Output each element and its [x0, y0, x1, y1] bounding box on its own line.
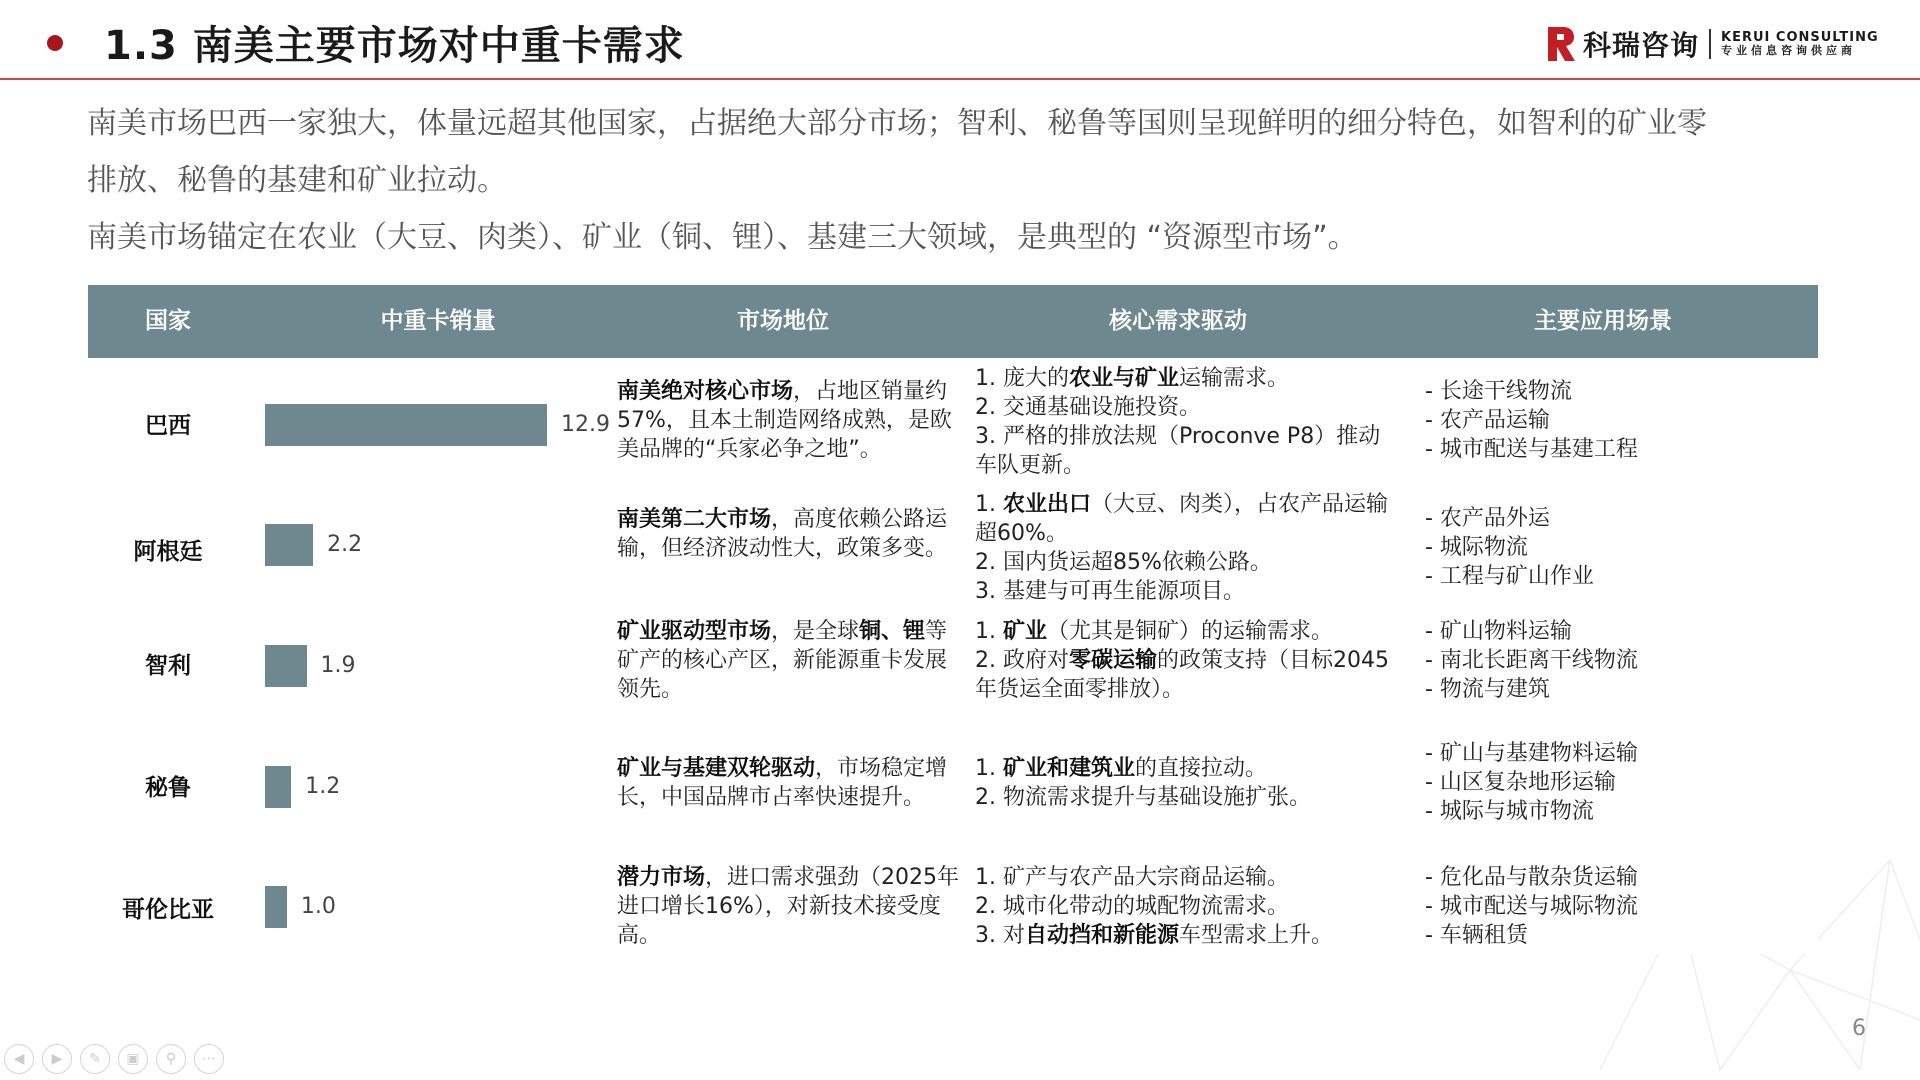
country-colombia: 哥伦比亚	[122, 897, 214, 923]
scenario-item: - 长途干线物流	[1425, 379, 1572, 404]
logo-en-line2: 专业信息咨询供应商	[1721, 44, 1857, 57]
sales-value-argentina: 2.2	[327, 532, 363, 557]
zoom-icon[interactable]: ⚲	[156, 1044, 186, 1074]
position-highlight: 矿业与基建双轮驱动	[617, 756, 816, 781]
scenarios-colombia	[1425, 863, 1785, 950]
more-options-icon[interactable]: ⋯	[194, 1044, 224, 1074]
presentation-controls	[4, 1044, 224, 1074]
sales-value-chile: 1.9	[320, 653, 356, 678]
drivers-colombia	[975, 863, 1395, 950]
drivers-argentina	[975, 490, 1395, 606]
country-brazil: 巴西	[145, 413, 191, 439]
position-highlight-2: 铜、锂	[859, 619, 926, 644]
slides-overview-icon[interactable]: ▣	[118, 1044, 148, 1074]
sales-bar-argentina	[265, 524, 313, 566]
sales-bar-colombia	[265, 886, 287, 928]
position-text: ，占地区销量约57%，且本土制造网络成熟，是欧美品牌的“兵家必争之地”。	[617, 379, 952, 462]
header-application-scenarios: 主要应用场景	[1534, 308, 1672, 334]
scenario-item: - 城际物流	[1425, 535, 1528, 560]
scenario-item: - 矿山与基建物料运输	[1425, 741, 1638, 766]
position-highlight: 矿业驱动型市场	[617, 619, 772, 644]
position-text: ，进口需求强劲（2025年进口增长16%），对新技术接受度高。	[617, 865, 960, 948]
drivers-brazil	[975, 364, 1395, 480]
logo-en-line1: KERUI CONSULTING	[1721, 30, 1879, 45]
scenario-item: - 工程与矿山作业	[1425, 564, 1594, 589]
driver-item: 1. 庞大的农业与矿业运输需求。	[975, 366, 1290, 391]
sales-bar-chile	[265, 645, 307, 687]
scenarios-brazil	[1425, 377, 1785, 464]
position-chile	[617, 617, 962, 704]
position-peru	[617, 754, 962, 812]
position-highlight: 南美绝对核心市场	[617, 379, 794, 404]
next-slide-icon[interactable]: ▶	[42, 1044, 72, 1074]
position-text: ，市场稳定增长，中国品牌市占率快速提升。	[617, 756, 948, 810]
drivers-peru	[975, 754, 1395, 812]
position-colombia	[617, 863, 962, 950]
scenario-item: - 山区复杂地形运输	[1425, 770, 1616, 795]
sales-value-peru: 1.2	[305, 774, 341, 799]
scenario-item: - 矿山物料运输	[1425, 619, 1572, 644]
scenarios-argentina	[1425, 504, 1785, 591]
scenario-item: - 危化品与散杂货运输	[1425, 865, 1638, 890]
sales-value-brazil: 12.9	[561, 412, 610, 437]
driver-item: 2. 交通基础设施投资。	[975, 395, 1201, 420]
driver-item: 1. 矿业（尤其是铜矿）的运输需求。	[975, 619, 1334, 644]
position-text: ，高度依赖公路运输，但经济波动性大，政策多变。	[617, 507, 948, 561]
scenario-item: - 城际与城市物流	[1425, 799, 1594, 824]
position-argentina	[617, 505, 962, 563]
position-text: ，是全球	[771, 619, 860, 644]
driver-item: 1. 矿产与农产品大宗商品运输。	[975, 865, 1289, 890]
table-header	[88, 285, 1818, 358]
scenario-item: - 物流与建筑	[1425, 677, 1550, 702]
scenario-item: - 城市配送与基建工程	[1425, 437, 1638, 462]
scenarios-chile	[1425, 617, 1785, 704]
intro-line-3: 南美市场锚定在农业（大豆、肉类）、矿业（铜、锂）、基建三大领域，是典型的 “资源型市场”。	[87, 220, 1358, 255]
driver-item: 3. 对自动挡和新能源车型需求上升。	[975, 923, 1334, 948]
header-market-position: 市场地位	[737, 308, 829, 334]
drivers-chile	[975, 617, 1395, 704]
country-chile: 智利	[145, 653, 191, 679]
position-text-2: 等矿产的核心产区，新能源重卡发展领先。	[617, 619, 948, 702]
logo-text-en	[1721, 31, 1879, 57]
driver-item: 2. 政府对零碳运输的政策支持（目标2045年货运全面零排放）。	[975, 648, 1389, 702]
header-sales: 中重卡销量	[380, 308, 496, 334]
driver-item: 1. 矿业和建筑业的直接拉动。	[975, 756, 1268, 781]
scenarios-peru	[1425, 739, 1785, 826]
logo-text-cn: 科瑞咨询	[1583, 29, 1700, 62]
scenario-item: - 农产品外运	[1425, 506, 1550, 531]
intro-line-2: 排放、秘鲁的基建和矿业拉动。	[87, 163, 507, 198]
logo-icon	[1545, 25, 1577, 63]
header-demand-drivers: 核心需求驱动	[1109, 308, 1247, 334]
scenario-item: - 城市配送与城际物流	[1425, 894, 1638, 919]
driver-item: 3. 严格的排放法规（Proconve P8）推动车队更新。	[975, 424, 1381, 478]
pen-icon[interactable]: ✎	[80, 1044, 110, 1074]
intro-line-1: 南美市场巴西一家独大，体量远超其他国家，占据绝大部分市场；智利、秘鲁等国则呈现鲜明的细分特色，如智利的矿业零	[87, 106, 1707, 141]
sales-bar-peru	[265, 766, 291, 808]
driver-item: 2. 物流需求提升与基础设施扩张。	[975, 785, 1311, 810]
driver-item: 2. 国内货运超85%依赖公路。	[975, 550, 1272, 575]
position-brazil	[617, 377, 962, 464]
driver-item: 2. 城市化带动的城配物流需求。	[975, 894, 1289, 919]
header-divider	[0, 78, 1920, 80]
page-title: 1.3 南美主要市场对中重卡需求	[104, 23, 685, 69]
position-highlight: 潜力市场	[617, 865, 706, 890]
sales-value-colombia: 1.0	[300, 894, 336, 919]
scenario-item: - 南北长距离干线物流	[1425, 648, 1638, 673]
page-number: 6	[1852, 1016, 1866, 1041]
sales-bar-brazil	[265, 404, 547, 446]
logo-separator	[1709, 29, 1711, 59]
driver-item: 1. 农业出口（大豆、肉类），占农产品运输超60%。	[975, 492, 1389, 546]
previous-slide-icon[interactable]: ◀	[4, 1044, 34, 1074]
scenario-item: - 车辆租赁	[1425, 923, 1528, 948]
driver-item: 3. 基建与可再生能源项目。	[975, 579, 1245, 604]
title-bullet	[47, 35, 63, 51]
header-country: 国家	[145, 308, 191, 334]
position-highlight: 南美第二大市场	[617, 507, 772, 532]
country-peru: 秘鲁	[145, 775, 191, 801]
scenario-item: - 农产品运输	[1425, 408, 1550, 433]
company-logo	[1545, 24, 1879, 64]
country-argentina: 阿根廷	[133, 539, 203, 565]
